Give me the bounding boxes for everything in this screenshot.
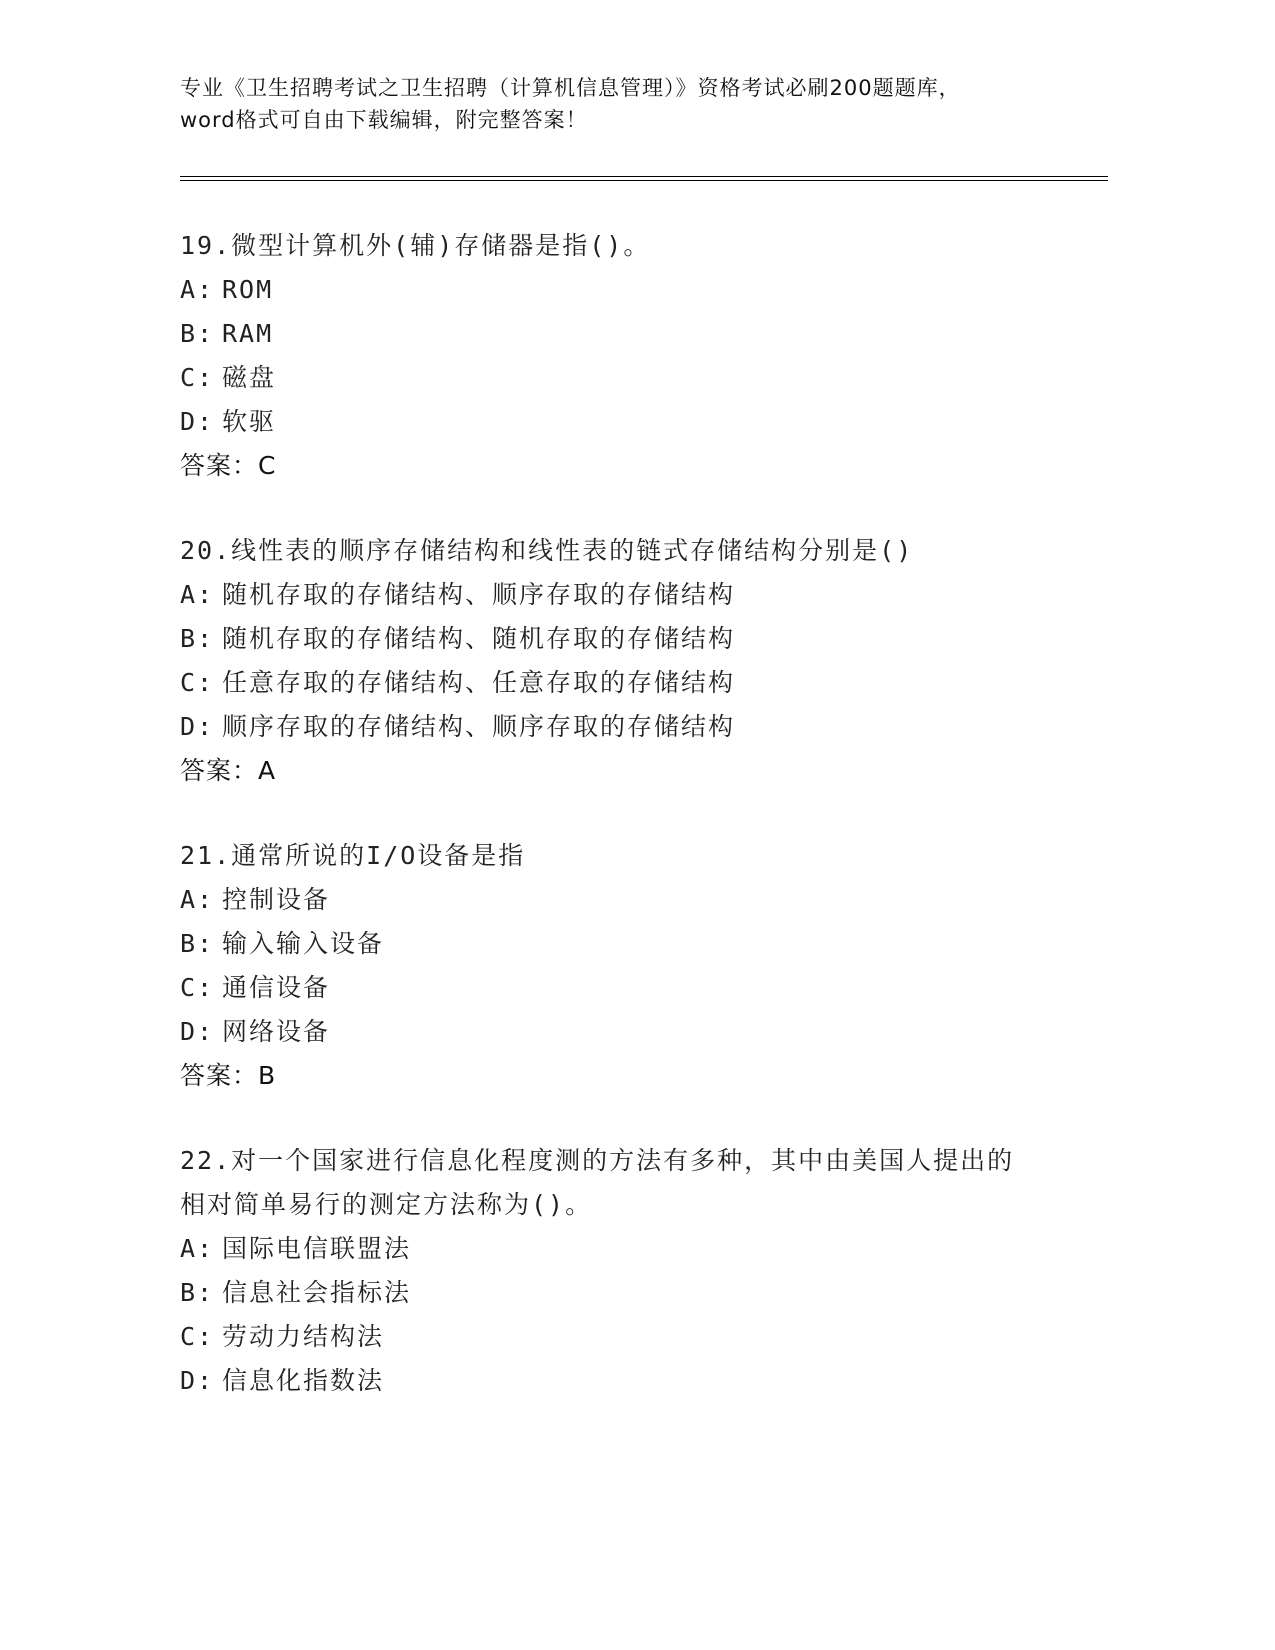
option-text: RAM <box>222 319 274 348</box>
option-letter: D: <box>180 1366 215 1395</box>
option-letter: C: <box>180 1322 215 1351</box>
option-letter: D: <box>180 712 215 741</box>
option-letter: A: <box>180 1234 215 1263</box>
option-letter: A: <box>180 275 215 304</box>
option-text: ROM <box>222 275 274 304</box>
option-text: 通信设备 <box>222 973 331 1002</box>
header-divider <box>180 176 1108 181</box>
option-letter: A: <box>180 885 215 914</box>
answer-line: 答案：A <box>180 756 277 785</box>
option-letter: D: <box>180 1017 215 1046</box>
option-letter: B: <box>180 319 215 348</box>
option-a <box>180 268 1100 312</box>
option-a <box>180 1227 1100 1271</box>
question-22 <box>180 1139 1100 1403</box>
option-c <box>180 1315 1100 1359</box>
question-20 <box>180 529 1100 793</box>
option-text: 控制设备 <box>222 885 331 914</box>
option-letter: C: <box>180 363 215 392</box>
question-stem: 19.微型计算机外(辅)存储器是指()。 <box>180 231 651 260</box>
option-text: 磁盘 <box>222 363 277 392</box>
question-stem: 20.线性表的顺序存储结构和线性表的链式存储结构分别是() <box>180 536 914 565</box>
option-text: 随机存取的存储结构、顺序存取的存储结构 <box>222 580 736 609</box>
option-text: 劳动力结构法 <box>222 1322 385 1351</box>
option-letter: C: <box>180 668 215 697</box>
document-header <box>180 72 1100 136</box>
option-b <box>180 1271 1100 1315</box>
option-c <box>180 356 1100 400</box>
option-letter: B: <box>180 1278 215 1307</box>
answer-line: 答案：C <box>180 451 277 480</box>
option-a <box>180 878 1100 922</box>
option-d <box>180 1010 1100 1054</box>
question-stem: 21.通常所说的I/O设备是指 <box>180 841 526 870</box>
option-b <box>180 617 1100 661</box>
option-letter: A: <box>180 580 215 609</box>
option-letter: B: <box>180 624 215 653</box>
option-b <box>180 922 1100 966</box>
option-letter: D: <box>180 407 215 436</box>
option-a <box>180 573 1100 617</box>
question-21 <box>180 834 1100 1098</box>
option-text: 输入输入设备 <box>222 929 385 958</box>
answer-line: 答案：B <box>180 1061 277 1090</box>
option-text: 国际电信联盟法 <box>222 1234 412 1263</box>
option-text: 信息社会指标法 <box>222 1278 412 1307</box>
option-c <box>180 661 1100 705</box>
option-d <box>180 400 1100 444</box>
question-stem-line-2: 相对简单易行的测定方法称为()。 <box>180 1190 593 1219</box>
option-text: 顺序存取的存储结构、顺序存取的存储结构 <box>222 712 736 741</box>
question-stem-line-1: 22.对一个国家进行信息化程度测的方法有多种，其中由美国人提出的 <box>180 1146 1015 1175</box>
option-d <box>180 705 1100 749</box>
option-letter: B: <box>180 929 215 958</box>
option-letter: C: <box>180 973 215 1002</box>
option-c <box>180 966 1100 1010</box>
question-19 <box>180 224 1100 488</box>
option-text: 网络设备 <box>222 1017 331 1046</box>
option-text: 软驱 <box>222 407 277 436</box>
option-text: 任意存取的存储结构、任意存取的存储结构 <box>222 668 736 697</box>
option-d <box>180 1359 1100 1403</box>
option-text: 随机存取的存储结构、随机存取的存储结构 <box>222 624 736 653</box>
header-title-line-2: word格式可自由下载编辑，附完整答案！ <box>180 108 588 132</box>
header-title-line-1: 专业《卫生招聘考试之卫生招聘（计算机信息管理）》资格考试必刷200题题库， <box>180 76 961 100</box>
option-text: 信息化指数法 <box>222 1366 385 1395</box>
option-b <box>180 312 1100 356</box>
